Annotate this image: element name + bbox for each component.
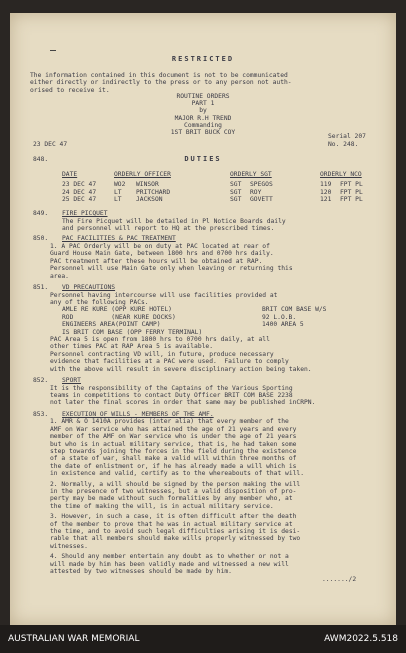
pac-location: ENGINEERS AREA(POINT CAMP) [62, 321, 161, 329]
paragraph-number: 850. [33, 235, 49, 243]
paragraph-number: 849. [33, 210, 49, 217]
paragraph-title: SPORT [62, 377, 81, 384]
title-block-line: MAJOR R.H TREND [174, 114, 232, 122]
duties-cell: ROY [250, 188, 262, 196]
pac-location: 1400 AREA 5 [262, 321, 304, 329]
paragraph-line: witnesses. [50, 542, 88, 550]
paragraph-line: 4. Should any member entertain any doubt as to whether or not a [50, 553, 289, 561]
paragraph-line: PAC treatment after these hours will be obtained at RAP. [50, 257, 263, 265]
paragraph-line: attested by two witnesses should be made by him. [50, 568, 232, 575]
duties-column-header: DATE [62, 171, 78, 178]
paragraph-line: 3. However, in such a case, it is often difficult after the death [50, 513, 297, 521]
duties-cell: 23 DEC 47 [62, 181, 97, 188]
paragraph-line: area. [50, 272, 69, 280]
pac-location: ROD (NEAR KURE DOCKS) [62, 313, 176, 321]
duties-column-header: ORDERLY OFFICER [114, 171, 171, 178]
duties-cell: GOVETT [250, 196, 273, 204]
paragraph-number: 852. [33, 377, 49, 384]
archive-reference: AWM2022.5.518 [324, 634, 398, 644]
paragraph-line: other times PAC at RAP Area 5 is available. [50, 343, 214, 351]
paragraph-line: Guard House Main Gate, between 1800 hrs and 0700 hrs daily. [50, 250, 274, 258]
archive-footer [0, 625, 406, 653]
duties-cell: 120 [320, 188, 332, 196]
paragraph-line: teams in competitions to contact Duty Officer BRIT COM BASE 2238 [50, 392, 293, 399]
paragraph-line: with the above will result in severe disciplinary action being taken. [50, 365, 312, 373]
paragraph-line: Personnel having intercourse will use facilities provided at [50, 291, 278, 299]
order-date: 23 DEC 47 [33, 141, 68, 148]
paragraph-line: and personnel will report to HQ at the prescribed times. [62, 225, 275, 232]
duties-heading: DUTIES [184, 155, 222, 163]
pac-location: IS BRIT COM BASE (OPP FERRY TERMINAL) [62, 328, 203, 336]
paragraph-line: 2. Normally, a will should be signed by the person making the will [50, 480, 301, 488]
duties-cell: LT [114, 188, 122, 196]
paragraph-line: any of the following PACs. [50, 299, 149, 306]
paragraph-title: EXECUTION OF WILLS - MEMBERS OF THE AMF. [62, 410, 214, 418]
duties-cell: PRITCHARD [136, 188, 171, 196]
paragraph-line: the time, and to avoid such legal difficulties arising it is desi- [50, 528, 301, 535]
paragraph-line: step towards joining the forces in the field during the existence [50, 448, 297, 455]
security-classification: RESTRICTED [171, 55, 235, 63]
duties-cell: FPT PL [340, 188, 363, 196]
duties-cell: LT [114, 196, 122, 204]
title-block-line: PART 1 [191, 100, 215, 108]
paragraph-line: of a state of war, shall make a valid will within three months of [50, 455, 297, 463]
duties-cell: FPT PL [340, 181, 363, 188]
hole-punch-mark [50, 50, 56, 51]
title-block-line: ROUTINE ORDERS [176, 93, 230, 100]
paragraph-number: 853. [33, 410, 49, 418]
paragraph-line: Personnel will use Main Gate only when leaving or returning this [50, 265, 293, 273]
paragraph-line: rable that all members should make wills properly witnessed by two [50, 535, 301, 543]
paragraph-line: evidence that facilities at a PAC were used. Failure to comply [50, 358, 289, 366]
paragraph-line: 1. A PAC Orderly will be on duty at PAC located at rear of [50, 243, 270, 250]
paragraph-line: perty may be made without such formalities by any member who, at [50, 495, 293, 503]
paragraph-line: Personnel contracting VD will, in future, produce necessary [50, 350, 274, 358]
duties-cell: SPEGOS [250, 181, 273, 188]
continuation-mark: ......./2 [322, 576, 357, 584]
document-page [10, 13, 396, 625]
duties-cell: SGT [230, 181, 242, 188]
duties-cell: WO2 [114, 181, 126, 188]
intro-line: The information contained in this document is not to be communicated [30, 72, 288, 79]
intro-line: either directly or indirectly to the press or to any person not auth- [30, 79, 292, 87]
paragraph-number: 851. [33, 284, 49, 291]
duties-cell: 119 [320, 181, 332, 188]
duties-column-header: ORDERLY SGT [230, 171, 272, 178]
paragraph-number: 848. [33, 156, 49, 163]
paragraph-line: in existence and valid, certify as to the whereabouts of that will. [50, 470, 305, 478]
paragraph-line: will made by him has been validly made and witnessed a new will [50, 560, 289, 568]
paragraph-line: PAC Area 5 is open from 1800 hrs to 0700 hrs daily, at all [50, 336, 270, 343]
paragraph-line: 1. AMR & O 1410A provides (inter alia) that every member of the [50, 418, 289, 426]
duties-cell: WINSOR [136, 181, 159, 188]
duties-cell: JACKSON [136, 196, 163, 204]
paragraph-line: the time of making the will, is in actual military service. [50, 502, 274, 510]
title-block-line: Commanding [184, 121, 222, 129]
duties-cell: FPT PL [340, 196, 363, 204]
paragraph-line: but who is in actual military service, that is, he had taken some [50, 440, 297, 448]
order-number: No. 248. [328, 141, 359, 148]
pac-location: BRIT COM BASE W/S [262, 306, 327, 314]
title-block-line: 1ST BRIT BUCK COY [170, 129, 236, 136]
pac-location: 92 L.O.B. [262, 313, 297, 321]
paragraph-line: AMF on War service who has attained the age of 21 years and every [50, 425, 297, 433]
pac-location: AMLE RE KURE (OPP KURE HOTEL) [62, 306, 172, 314]
paragraph-line: the date of enlistment or, if he has already made a will which is [50, 462, 297, 470]
duties-cell: 25 DEC 47 [62, 196, 97, 204]
title-block-line: by [199, 107, 207, 115]
intro-line: orised to receive it. [30, 86, 110, 94]
duties-cell: SGT [230, 188, 242, 196]
duties-cell: 24 DEC 47 [62, 188, 97, 196]
duties-cell: 121 [320, 196, 332, 204]
paragraph-line: member of the AMF on War service who is under the age of 21 years [50, 433, 297, 441]
paragraph-title: PAC FACILITIES & PAC TREATMENT [62, 235, 176, 243]
serial-number: Serial 207 [328, 133, 366, 140]
duties-column-header: ORDERLY NCO [320, 171, 362, 178]
paragraph-line: not later the final scores in order that same may be published inCRPN. [50, 399, 316, 407]
paragraph-title: FIRE PICQUET [62, 210, 108, 217]
archive-name: AUSTRALIAN WAR MEMORIAL [8, 634, 140, 644]
paragraph-line: It is the responsibility of the Captains of the Various Sporting [50, 384, 293, 392]
paragraph-line: The Fire Picquet will be detailed in Pl Notice Boards daily [62, 217, 286, 225]
paragraph-line: of the member to prove that he was in actual military service at [50, 520, 293, 528]
duties-cell: SGT [230, 196, 242, 204]
paragraph-line: in the presence of two witnesses, but a valid disposition of pro- [50, 488, 297, 495]
paragraph-title: VD PRECAUTIONS [62, 284, 116, 291]
